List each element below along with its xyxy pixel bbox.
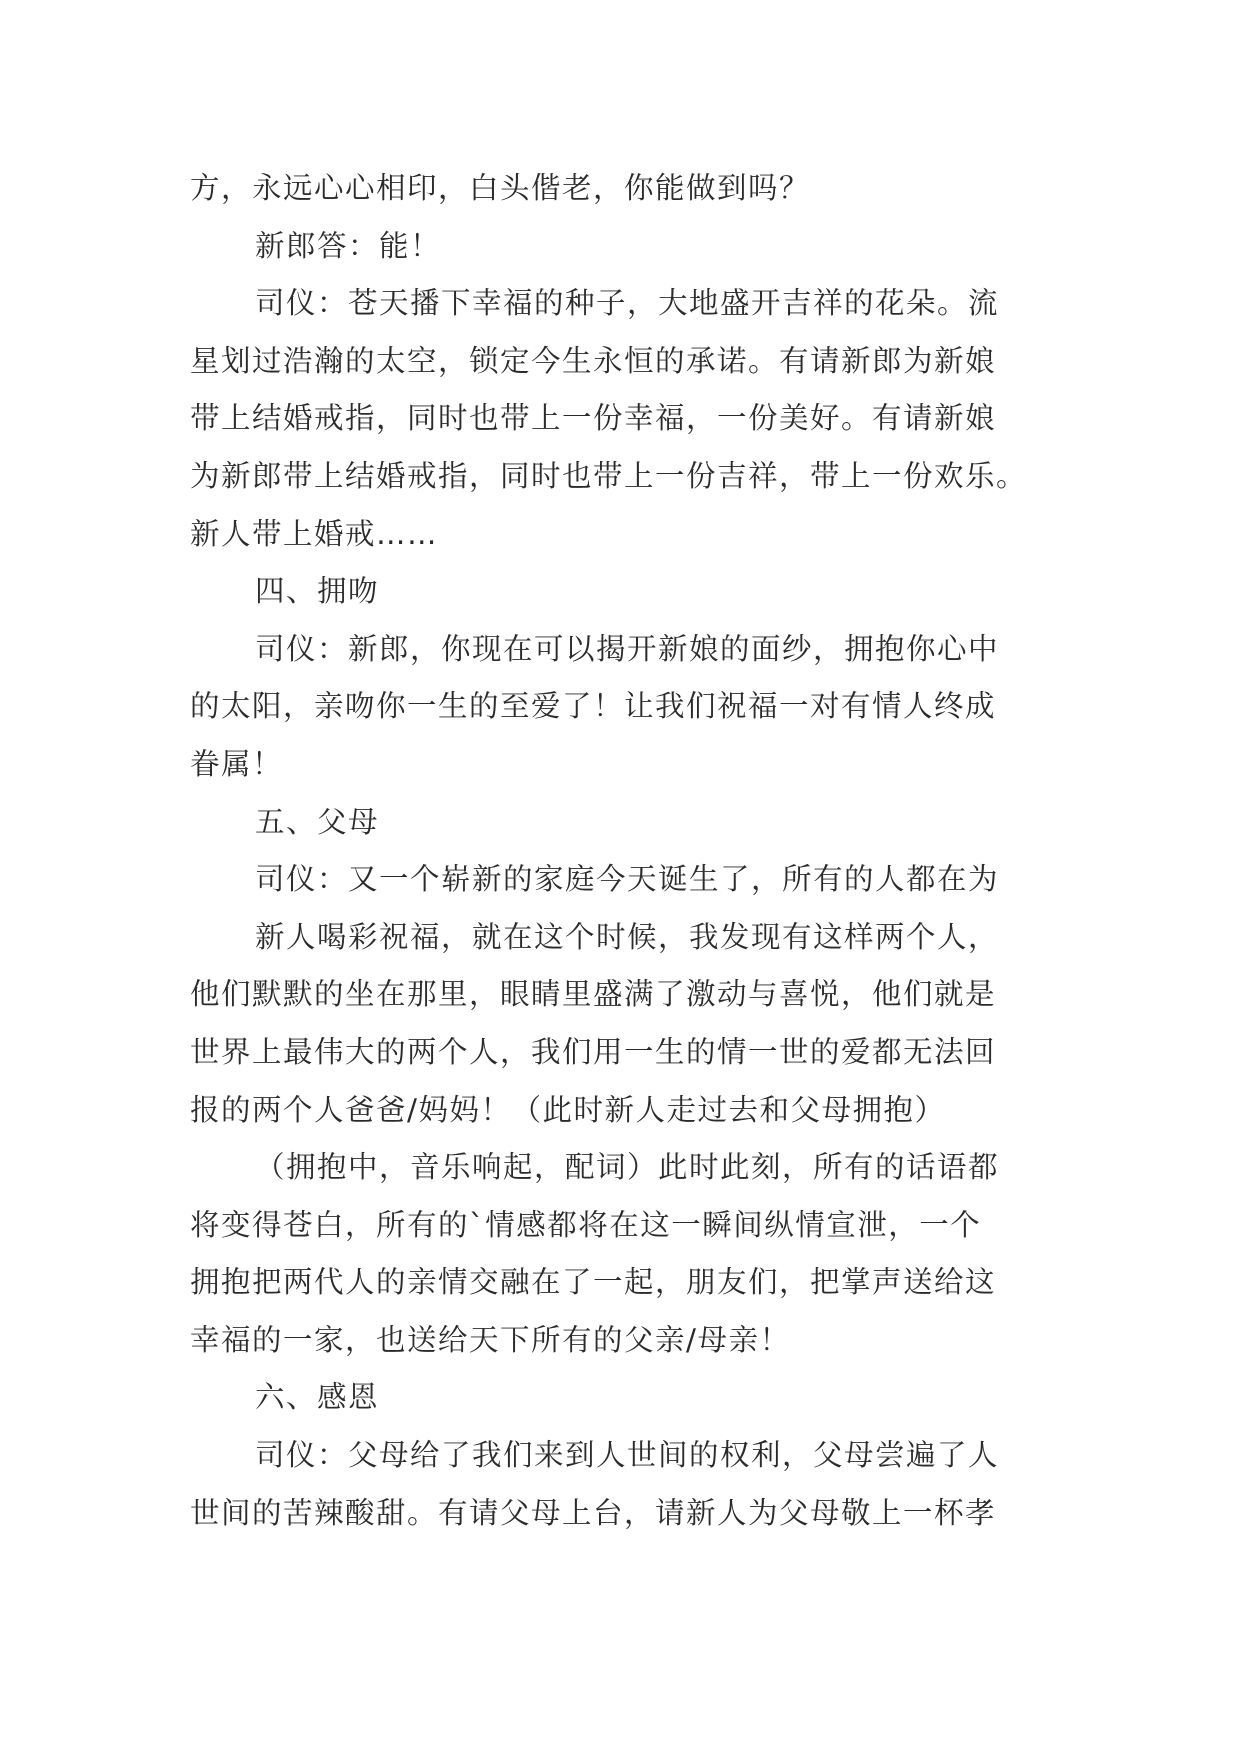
text-line: 带上结婚戒指，同时也带上一份幸福，一份美好。有请新娘 bbox=[190, 401, 997, 436]
text-line: 世界上最伟大的两个人，我们用一生的情一世的爱都无法回 bbox=[190, 1034, 997, 1069]
text-line: 新郎答：能！ bbox=[255, 228, 442, 263]
text-line: 眷属！ bbox=[190, 746, 284, 781]
text-line: 他们默默的坐在那里，眼睛里盛满了激动与喜悦，他们就是 bbox=[190, 977, 997, 1012]
text-line: （拥抱中，音乐响起，配词）此时此刻，所有的话语都 bbox=[255, 1150, 1000, 1185]
section-heading: 五、父母 bbox=[255, 804, 380, 839]
text-line: 拥抱把两代人的亲情交融在了一起，朋友们，把掌声送给这 bbox=[190, 1265, 997, 1300]
section-heading: 六、感恩 bbox=[255, 1380, 380, 1415]
text-line: 司仪：父母给了我们来到人世间的权利，父母尝遍了人 bbox=[255, 1438, 1000, 1473]
text-line: 司仪：苍天播下幸福的种子，大地盛开吉祥的花朵。流 bbox=[255, 286, 1000, 321]
text-line: 新人喝彩祝福，就在这个时候，我发现有这样两个人， bbox=[255, 919, 1000, 954]
text-line: 方，永远心心相印，白头偕老，你能做到吗？ bbox=[190, 171, 811, 205]
text-line: 的太阳，亲吻你一生的至爱了！让我们祝福一对有情人终成 bbox=[190, 689, 997, 724]
text-line: 报的两个人爸爸/妈妈！（此时新人走过去和父母拥抱） bbox=[190, 1092, 946, 1127]
text-line: 将变得苍白，所有的`情感都将在这一瞬间纵情宣泄，一个 bbox=[190, 1207, 982, 1242]
text-line: 幸福的一家，也送给天下所有的父亲/母亲！ bbox=[190, 1322, 791, 1357]
text-line: 星划过浩瀚的太空，锁定今生永恒的承诺。有请新郎为新娘 bbox=[190, 343, 997, 378]
text-line: 为新郎带上结婚戒指，同时也带上一份吉祥，带上一份欢乐。 bbox=[190, 458, 1028, 493]
text-line: 新人带上婚戒…… bbox=[190, 516, 439, 551]
document-body bbox=[190, 160, 1050, 1542]
text-line: 世间的苦辣酸甜。有请父母上台，请新人为父母敬上一杯孝 bbox=[190, 1495, 997, 1530]
text-line: 司仪：新郎，你现在可以揭开新娘的面纱，拥抱你心中 bbox=[255, 631, 1000, 666]
section-heading: 四、拥吻 bbox=[255, 574, 380, 609]
text-line: 司仪：又一个崭新的家庭今天诞生了，所有的人都在为 bbox=[255, 862, 1000, 897]
